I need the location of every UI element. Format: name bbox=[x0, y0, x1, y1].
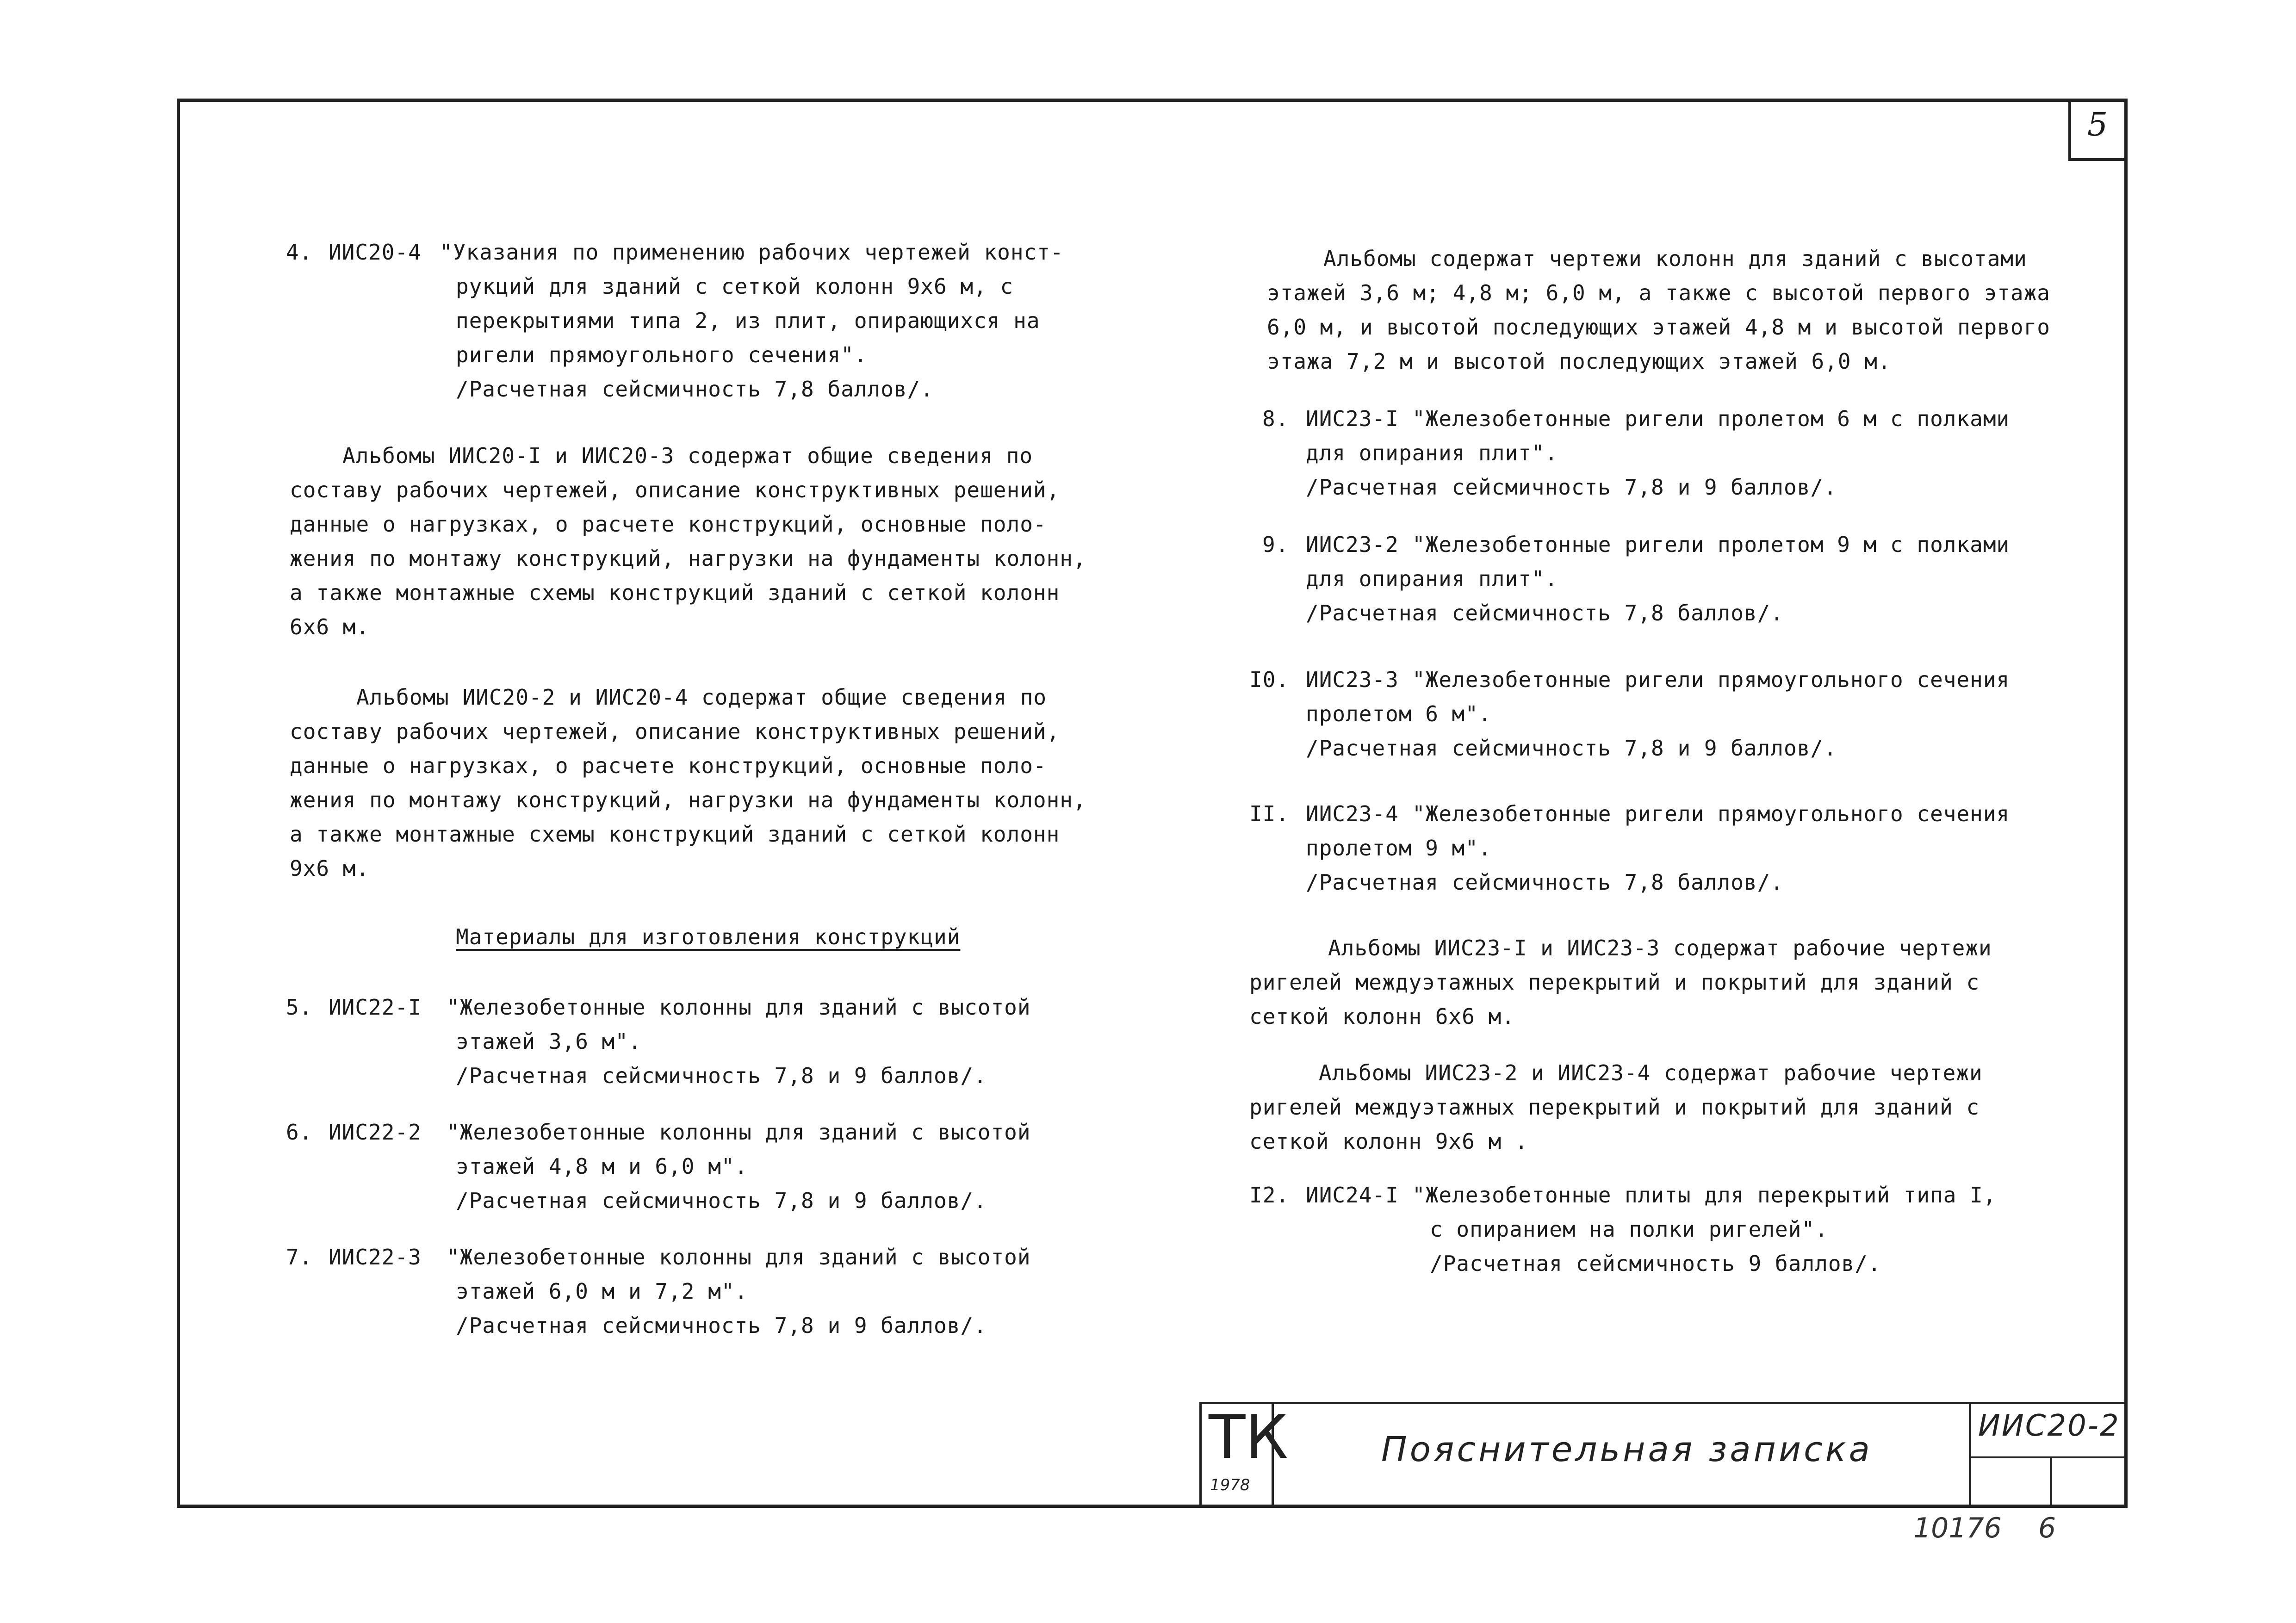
paragraph-line: а также монтажные схемы конструкций зданий с сеткой колонн bbox=[290, 822, 1060, 847]
paragraph-line: 9х6 м. bbox=[290, 856, 370, 881]
item-code: ИИС23-4 bbox=[1306, 801, 1399, 826]
item-line: /Расчетная сейсмичность 7,8 баллов/. bbox=[1306, 601, 1784, 626]
item-line: пролетом 6 м". bbox=[1306, 701, 1492, 726]
item-number: 5. bbox=[286, 995, 313, 1020]
item-line: перекрытиями типа 2, из плит, опирающихся на bbox=[456, 308, 1040, 333]
item-number: I2. bbox=[1249, 1183, 1290, 1208]
paragraph-line: Альбомы ИИС23-2 и ИИС23-4 содержат рабочие чертежи bbox=[1319, 1060, 1983, 1085]
paragraph-line: жения по монтажу конструкций, нагрузки на фундаменты колонн, bbox=[290, 787, 1086, 812]
materials-heading: Материалы для изготовления конструкций bbox=[456, 924, 961, 949]
sheet-number: 6 bbox=[2038, 1512, 2056, 1544]
paragraph-line: Альбомы ИИС23-I и ИИС23-3 содержат рабочие чертежи bbox=[1328, 935, 1992, 960]
paragraph-line: ригелей междуэтажных перекрытий и покрытий для зданий с bbox=[1249, 970, 1980, 995]
paragraph-line: этажа 7,2 м и высотой последующих этажей 6,0 м. bbox=[1267, 349, 1891, 374]
item-line: "Железобетонные ригели пролетом 6 м с полками bbox=[1412, 406, 2010, 431]
item-line: /Расчетная сейсмичность 7,8 и 9 баллов/. bbox=[1306, 475, 1837, 500]
item-line: "Железобетонные ригели прямоугольного сечения bbox=[1412, 667, 2010, 692]
paragraph-line: данные о нагрузках, о расчете конструкций, основные поло- bbox=[290, 512, 1047, 537]
archive-number: 10176 bbox=[1913, 1512, 2002, 1544]
paragraph-line: 6х6 м. bbox=[290, 614, 370, 639]
item-code: ИИС22-3 bbox=[329, 1245, 422, 1270]
item-line: /Расчетная сейсмичность 7,8 и 9 баллов/. bbox=[456, 1188, 987, 1213]
item-line: этажей 6,0 м и 7,2 м". bbox=[456, 1279, 748, 1304]
org-logo-caption: 1978 bbox=[1210, 1476, 1250, 1494]
title-block-divider bbox=[1969, 1402, 1971, 1508]
item-line: этажей 3,6 м". bbox=[456, 1029, 642, 1054]
item-line: "Указания по применению рабочих чертежей конст- bbox=[440, 240, 1064, 265]
paragraph-line: этажей 3,6 м; 4,8 м; 6,0 м, а также с высотой первого этажа bbox=[1267, 280, 2050, 305]
item-line: ригели прямоугольного сечения". bbox=[456, 342, 868, 367]
title-block-divider bbox=[2050, 1457, 2052, 1508]
paragraph-line: Альбомы ИИС20-I и ИИС20-3 содержат общие сведения по bbox=[342, 443, 1033, 468]
item-number: 8. bbox=[1262, 406, 1289, 431]
item-line: /Расчетная сейсмичность 7,8 и 9 баллов/. bbox=[456, 1313, 987, 1338]
item-line: "Железобетонные колонны для зданий с высотой bbox=[447, 995, 1031, 1020]
item-line: пролетом 9 м". bbox=[1306, 836, 1492, 861]
item-line: этажей 4,8 м и 6,0 м". bbox=[456, 1154, 748, 1179]
item-line: /Расчетная сейсмичность 9 баллов/. bbox=[1430, 1251, 1881, 1276]
page-number: 5 bbox=[2087, 105, 2108, 143]
item-line: с опиранием на полки ригелей". bbox=[1430, 1217, 1828, 1242]
item-line: /Расчетная сейсмичность 7,8 баллов/. bbox=[1306, 870, 1784, 895]
item-code: ИИС23-2 bbox=[1306, 532, 1399, 557]
org-logo: ТК bbox=[1209, 1402, 1288, 1472]
item-number: 9. bbox=[1262, 532, 1289, 557]
item-line: /Расчетная сейсмичность 7,8 и 9 баллов/. bbox=[456, 1063, 987, 1088]
item-number: 6. bbox=[286, 1120, 313, 1145]
item-line: "Железобетонные колонны для зданий с высотой bbox=[447, 1245, 1031, 1270]
paragraph-line: 6,0 м, и высотой последующих этажей 4,8 м и высотой первого bbox=[1267, 315, 2050, 340]
item-number: II. bbox=[1249, 801, 1290, 826]
paragraph-line: жения по монтажу конструкций, нагрузки на фундаменты колонн, bbox=[290, 546, 1086, 571]
paragraph-line: составу рабочих чертежей, описание конструктивных решений, bbox=[290, 719, 1060, 744]
item-number: 7. bbox=[286, 1245, 313, 1270]
paragraph-line: данные о нагрузках, о расчете конструкций, основные поло- bbox=[290, 753, 1047, 778]
item-line: "Железобетонные ригели прямоугольного сечения bbox=[1412, 801, 2010, 826]
title-block-rule bbox=[1969, 1456, 2128, 1458]
document-code: ИИС20-2 bbox=[1978, 1409, 2120, 1443]
item-code: ИИС23-I bbox=[1306, 406, 1399, 431]
document-title: Пояснительная записка bbox=[1381, 1430, 1873, 1469]
item-code: ИИС24-I bbox=[1306, 1183, 1399, 1208]
item-line: "Железобетонные ригели пролетом 9 м с полками bbox=[1412, 532, 2010, 557]
item-line: для опирания плит". bbox=[1306, 566, 1558, 591]
item-line: рукций для зданий с сеткой колонн 9х6 м, с bbox=[456, 274, 1014, 299]
item-code: ИИС20-4 bbox=[329, 240, 422, 265]
item-number: I0. bbox=[1249, 667, 1290, 692]
item-line: для опирания плит". bbox=[1306, 440, 1558, 465]
paragraph-line: ригелей междуэтажных перекрытий и покрытий для зданий с bbox=[1249, 1095, 1980, 1120]
item-line: /Расчетная сейсмичность 7,8 баллов/. bbox=[456, 377, 934, 402]
item-line: "Железобетонные плиты для перекрытий типа I, bbox=[1412, 1183, 1997, 1208]
title-block-divider bbox=[1199, 1402, 1202, 1508]
item-code: ИИС23-3 bbox=[1306, 667, 1399, 692]
paragraph-line: сеткой колонн 6х6 м. bbox=[1249, 1004, 1515, 1029]
item-code: ИИС22-2 bbox=[329, 1120, 422, 1145]
item-line: "Железобетонные колонны для зданий с высотой bbox=[447, 1120, 1031, 1145]
item-line: /Расчетная сейсмичность 7,8 и 9 баллов/. bbox=[1306, 736, 1837, 761]
paragraph-line: Альбомы содержат чертежи колонн для зданий с высотами bbox=[1323, 246, 2027, 271]
item-code: ИИС22-I bbox=[329, 995, 422, 1020]
paragraph-line: составу рабочих чертежей, описание конструктивных решений, bbox=[290, 477, 1060, 502]
paragraph-line: сеткой колонн 9х6 м . bbox=[1249, 1129, 1528, 1154]
item-number: 4. bbox=[286, 240, 313, 265]
paragraph-line: Альбомы ИИС20-2 и ИИС20-4 содержат общие сведения по bbox=[356, 685, 1047, 710]
paragraph-line: а также монтажные схемы конструкций зданий с сеткой колонн bbox=[290, 580, 1060, 605]
